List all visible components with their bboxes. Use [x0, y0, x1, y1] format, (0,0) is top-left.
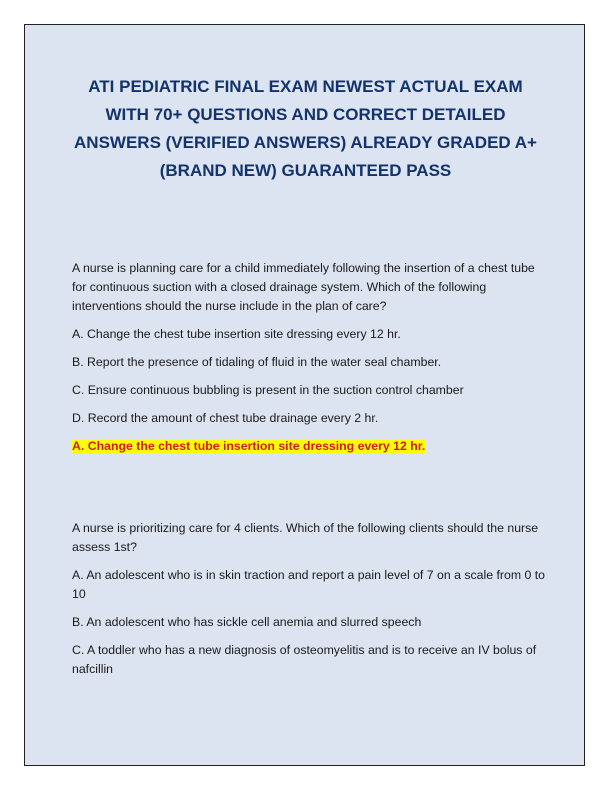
question-1-option-c: C. Ensure continuous bubbling is present in the suction control chamber [72, 383, 464, 397]
question-1-option-d: D. Record the amount of chest tube drainage every 2 hr. [72, 411, 379, 425]
title-line-2: WITH 70+ QUESTIONS AND CORRECT DETAILED [105, 105, 506, 124]
title-line-4: (BRAND NEW) GUARANTEED PASS [159, 161, 452, 180]
document-page [24, 24, 585, 766]
question-1-option-b: B. Report the presence of tidaling of fluid in the water seal chamber. [72, 355, 442, 369]
question-1-answer-line [72, 437, 547, 456]
document-title [65, 73, 546, 185]
question-1-answer: A. Change the chest tube insertion site dressing every 12 hr. [72, 439, 426, 453]
question-1-stem: A nurse is planning care for a child immediately following the insertion of a chest tube for continuous suction with a closed drainage system. Which of the following interventions should the nurse include in the plan of care? [72, 261, 535, 313]
question-2-option-c: C. A toddler who has a new diagnosis of osteomyelitis and is to receive an IV bolus of nafcillin [72, 643, 537, 676]
question-2-stem: A nurse is prioritizing care for 4 clients. Which of the following clients should the nurse assess 1st? [72, 521, 539, 554]
question-2-option-a: A. An adolescent who is in skin traction and report a pain level of 7 on a scale from 0 to 10 [72, 568, 546, 601]
question-2-option-b: B. An adolescent who has sickle cell anemia and slurred speech [72, 615, 422, 629]
title-line-1: ATI PEDIATRIC FINAL EXAM NEWEST ACTUAL EXAM [88, 77, 523, 96]
question-1-option-a: A. Change the chest tube insertion site dressing every 12 hr. [72, 327, 401, 341]
question-2 [72, 519, 547, 688]
title-line-3: ANSWERS (VERIFIED ANSWERS) ALREADY GRADED A+ [74, 133, 537, 152]
question-1 [72, 259, 547, 465]
